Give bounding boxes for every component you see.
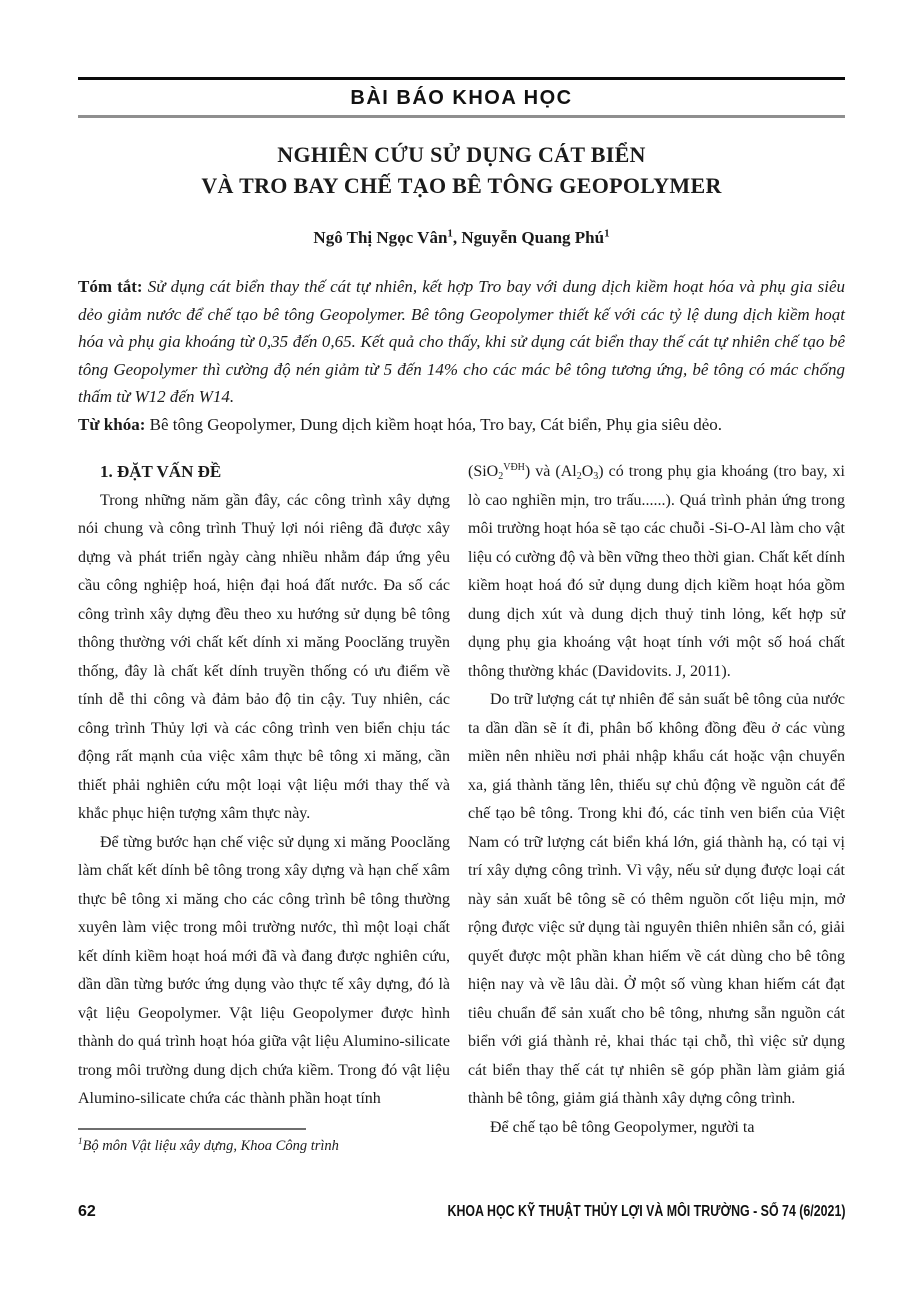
authors-separator: ,	[452, 228, 462, 247]
formula-o: O	[581, 463, 594, 480]
paragraph-geopolymer-making: Để chế tạo bê tông Geopolymer, người ta	[490, 1118, 755, 1136]
banner-bottom-rule	[78, 115, 845, 118]
keywords-text: Bê tông Geopolymer, Dung dịch kiềm hoạt hóa, Tro bay, Cát biển, Phụ gia siêu dẻo.	[145, 414, 722, 434]
journal-banner: BÀI BÁO KHOA HỌC	[350, 87, 573, 109]
title-line-1: NGHIÊN CỨU SỬ DỤNG CÁT BIỂN	[277, 142, 646, 167]
author-1-affiliation-mark: 1	[447, 227, 453, 240]
body-columns	[78, 458, 845, 1156]
formula-o3-subscript: 3	[593, 471, 599, 482]
abstract-text: Sử dụng cát biển thay thế cát tự nhiên, kết hợp Tro bay với dung dịch kiềm hoạt hóa và phụ gia siêu dẻo giảm nước để chế tạo bê tông Geopolymer. Bê tông Geopolymer thiết kế với các tỷ lệ dung dịch kiềm hoạt hóa và phụ gia khoáng từ 0,35 đến 0,65. Kết quả cho thấy, khi sử dụng cát biển thay thế cát tự nhiên chế tạo bê tông Geopolymer thì cường độ nén giảm từ 5 đến 14% cho các mác bê tông tương ứng, bê tông có mác chống thấm từ W12 đến W14.	[78, 277, 846, 406]
authors-line	[78, 228, 845, 248]
author-2: Nguyễn Quang Phú	[461, 228, 605, 247]
column-left	[78, 458, 450, 1156]
footnote-rule	[78, 1128, 306, 1130]
formula-sio2-pre: (SiO	[468, 463, 499, 480]
abstract	[78, 273, 845, 411]
footnote	[78, 1128, 450, 1156]
column-right	[468, 458, 845, 1156]
formula-al2-subscript: 2	[576, 471, 582, 482]
author-2-affiliation-mark: 1	[604, 227, 610, 240]
paragraph-geopolymer-chemistry-text: ) có trong phụ gia khoáng (tro bay, xi lò cao nghiền mịn, tro trấu......). Quá trình phản ứng trong môi trường hoạt hóa sẽ tạo các chuỗi -Si-O-Al làm cho vật liệu có cường độ và bền vững theo thời gian. Chất kết dính kiềm hoạt hoá đó sử dụng dung dịch kiềm hoạt hóa gồm dung dịch xút và dung dịch thuỷ tinh lỏng, kết hợp sử dụng phụ gia khoáng vật hoạt tính với một số hoá chất thông thường khác (Davidovits. J, 2011).	[468, 463, 845, 680]
section-1-heading: 1. ĐẶT VẤN ĐỀ	[100, 462, 222, 481]
paper-title	[78, 139, 845, 201]
formula-sio2-subscript: 2	[498, 471, 504, 482]
paragraph-sand-supply: Do trữ lượng cát tự nhiên để sản suất bê tông của nước ta dần dần sẽ ít đi, phân bố không đồng đều ở các vùng miền nên nhiều nơi phải nhập khẩu cát hoặc vận chuyển xa, giá thành tăng lên, thiếu sự chủ động về nguồn cát để chế tạo bê tông. Trong khi đó, các tỉnh ven biển của Việt Nam có trữ lượng cát biển khá lớn, giá thành hạ, có tại vị trí xây dựng công trình. Vì vậy, nếu sử dụng được loại cát này sản xuất bê tông sẽ có thêm nguồn cốt liệu mịn, mở rộng được việc sử dụng tài nguyên thiên nhiên sẵn có, giải quyết được một phần khan hiếm về cát dùng cho bê tông hiện nay và về lâu dài. Ở một số vùng khan hiếm cát đạt tiêu chuẩn để sản xuất cho bê tông, nhưng sẵn nguồn cát biển với giá thành rẻ, khai thác tại chỗ, thì việc sử dụng cát biển thay thế cát tự nhiên sẽ góp phần làm giảm giá thành bê tông, giảm giá thành xây dựng công trình.	[468, 691, 845, 1107]
intro-paragraph-2: Để từng bước hạn chế việc sử dụng xi măng Pooclăng làm chất kết dính bê tông trong xây dựng và hạn chế xâm thực bê tông xi măng cho các công trình bê tông thường xuyên làm việc trong môi trường nước, thì một loại chất kết dính kiềm hoạt hoá mới đã và đang được nghiên cứu, dần dần từng bước ứng dụng vào thực tế xây dựng, đó là vật liệu Geopolymer. Vật liệu Geopolymer được hình thành do quá trình hoạt hóa giữa vật liệu Alumino-silicate trong môi trường dung dịch chứa kiềm. Trong đó vật liệu Alumino-silicate chứa các thành phần hoạt tính	[78, 833, 450, 1107]
footnote-text-line	[78, 1136, 450, 1156]
intro-paragraph-1: Trong những năm gần đây, các công trình xây dựng nói chung và công trình Thuỷ lợi nói riêng đã được xây dựng và phát triển ngày càng nhiều nhằm đáp ứng yêu cầu công nghiệp hoá, hiện đại hoá đất nước. Đa số các công trình xây dựng đều theo xu hướng sử dụng bê tông thông thường với chất kết dính xi măng Pooclăng truyền thống, đây là chất kết dính truyền thống có ưu điểm về tính dễ thi công và đảm bảo độ tin cậy. Tuy nhiên, các công trình Thủy lợi và các công trình ven biển chịu tác động rất mạnh của việc xâm thực bê tông xi măng, cần thiết phải nghiên cứu một loại vật liệu mới thay thế và khắc phục hiện tượng xâm thực này.	[78, 491, 450, 822]
title-line-2: VÀ TRO BAY CHẾ TẠO BÊ TÔNG GEOPOLYMER	[201, 173, 722, 198]
abstract-label: Tóm tắt:	[78, 277, 143, 296]
page-content	[78, 0, 845, 1156]
formula-al2o3-pre: ) và (Al	[524, 463, 577, 480]
page-footer	[78, 1203, 845, 1221]
formula-vdh-superscript: VĐH	[503, 462, 525, 473]
author-1: Ngô Thị Ngọc Vân	[313, 228, 448, 247]
page-number: 62	[78, 1203, 96, 1220]
keywords-label: Từ khóa:	[78, 414, 146, 434]
keywords	[78, 411, 845, 439]
footnote-mark: 1	[78, 1135, 83, 1146]
paragraph-geopolymer-chemistry	[468, 458, 845, 686]
journal-footer-text: KHOA HỌC KỸ THUẬT THỦY LỢI VÀ MÔI TRƯỜNG - SỐ 74 (6/2021)	[447, 1203, 845, 1220]
footnote-text: Bộ môn Vật liệu xây dựng, Khoa Công trình	[82, 1137, 339, 1154]
